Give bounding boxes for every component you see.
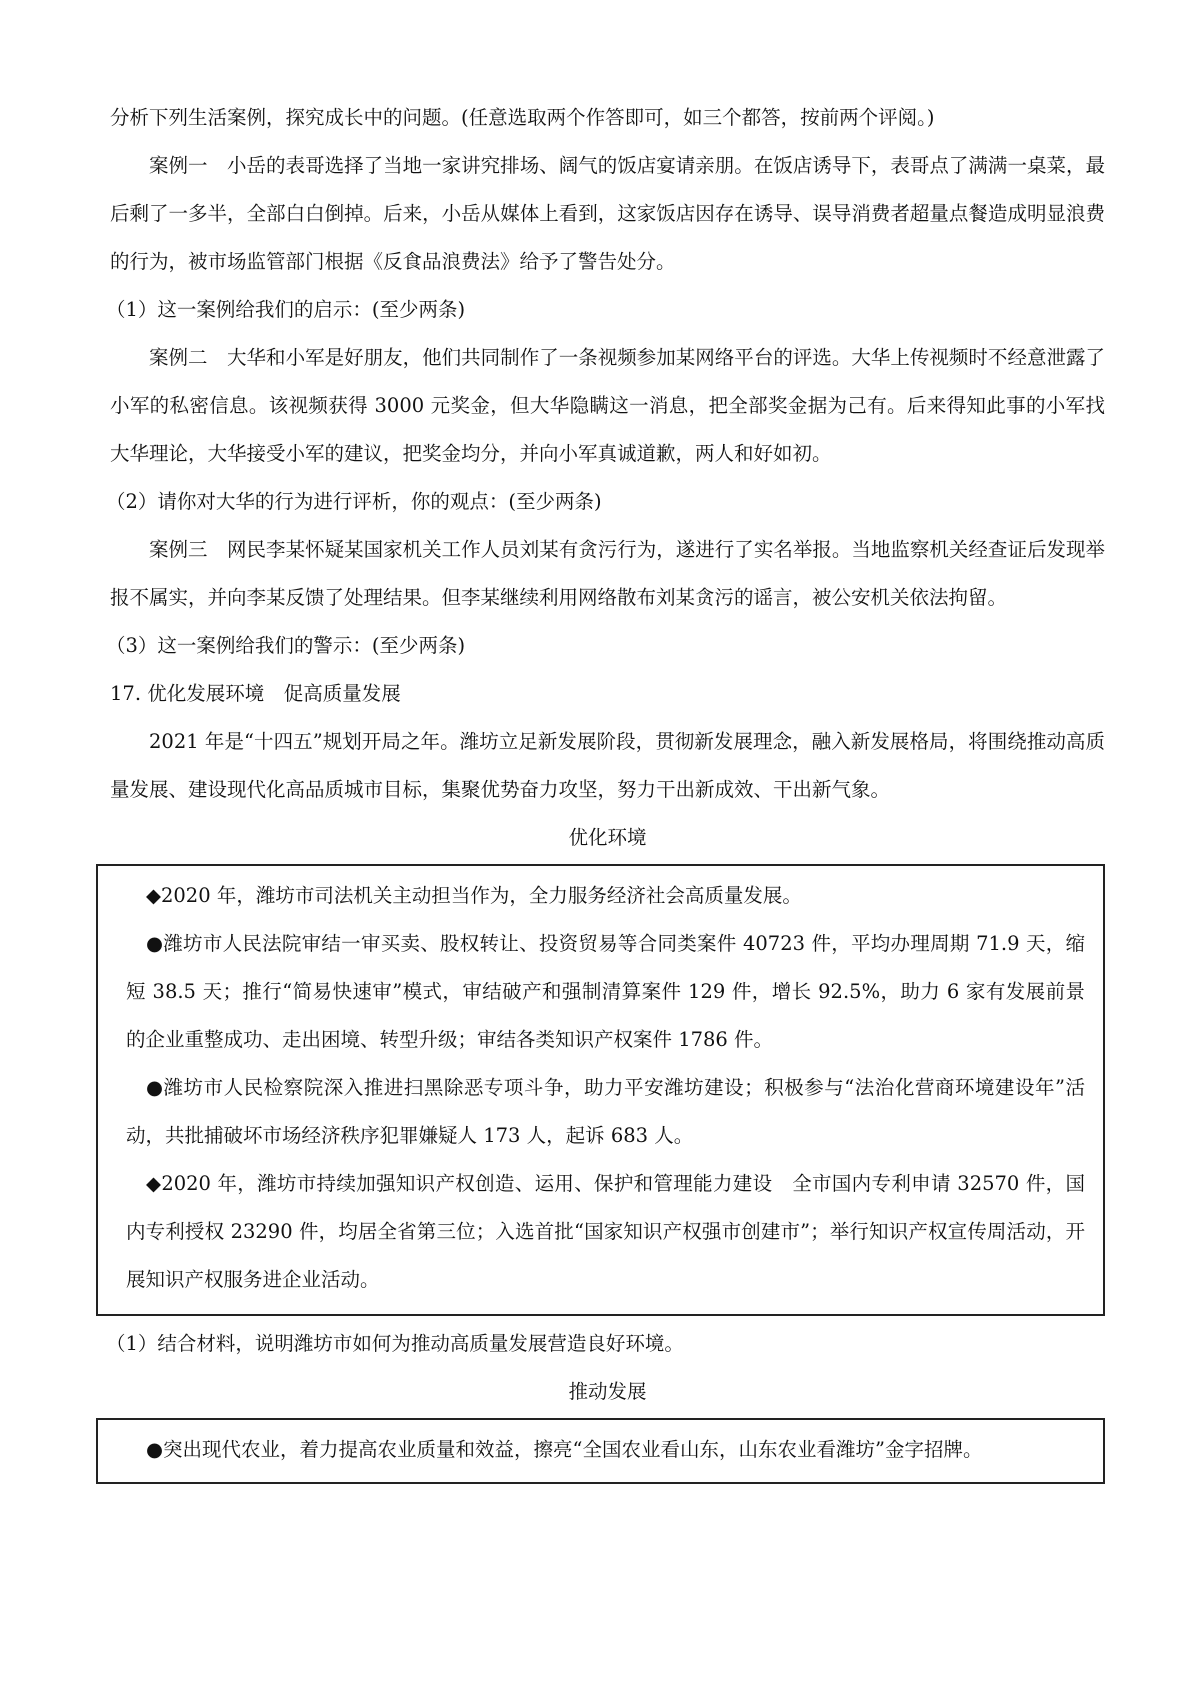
section-title-promote-development: 推动发展 [568,1380,647,1403]
material-item-ip: ◆2020 年，潍坊市持续加强知识产权创造、运用、保护和管理能力建设 全市国内专利申请 32570 件，国内专利授权 23290 件，均居全省第三位；入选首批“国家知识产权强市创建市”；举行知识产权宣传周活动，开展知识产权服务进企业活动。 [126,1172,1085,1291]
material-item-judicial: ◆2020 年，潍坊市司法机关主动担当作为，全力服务经济社会高质量发展。 [146,884,802,907]
case-two: 案例二 大华和小军是好朋友，他们共同制作了一条视频参加某网络平台的评选。大华上传视频时不经意泄露了小军的私密信息。该视频获得 3000 元奖金，但大华隐瞒这一消息，把全部奖金据为己有。后来得知此事的小军找大华理论，大华接受小军的建议，把奖金均分，并向小军真诚道歉，两人和好如初。 [110,346,1105,465]
background-paragraph: 2021 年是“十四五”规划开局之年。潍坊立足新发展阶段，贯彻新发展理念，融入新发展格局，将围绕推动高质量发展、建设现代化高品质城市目标，集聚优势奋力攻坚，努力干出新成效、干出新气象。 [110,730,1105,801]
case-one: 案例一 小岳的表哥选择了当地一家讲究排场、阔气的饭店宴请亲朋。在饭店诱导下，表哥点了满满一桌菜，最后剩了一多半，全部白白倒掉。后来，小岳从媒体上看到，这家饭店因存在诱导、误导消费者超量点餐造成明显浪费的行为，被市场监管部门根据《反食品浪费法》给予了警告处分。 [110,154,1105,273]
material-box-environment [96,864,1105,1316]
case-three: 案例三 网民李某怀疑某国家机关工作人员刘某有贪污行为，遂进行了实名举报。当地监察机关经查证后发现举报不属实，并向李某反馈了处理结果。但李某继续利用网络散布刘某贪污的谣言，被公安机关依法拘留。 [110,538,1105,609]
material-box-development [96,1418,1105,1484]
section-title-optimize-environment: 优化环境 [568,826,647,849]
question-2: （2）请你对大华的行为进行评析，你的观点：(至少两条) [106,490,602,513]
question-17-1: （1）结合材料，说明潍坊市如何为推动高质量发展营造良好环境。 [106,1332,684,1355]
material-item-procuratorate: ●潍坊市人民检察院深入推进扫黑除恶专项斗争，助力平安潍坊建设；积极参与“法治化营商环境建设年”活动，共批捕破坏市场经济秩序犯罪嫌疑人 173 人，起诉 683 人。 [126,1076,1085,1147]
question-17-heading: 17. 优化发展环境 促高质量发展 [110,682,401,705]
material-item-agriculture: ●突出现代农业，着力提高农业质量和效益，擦亮“全国农业看山东，山东农业看潍坊”金字招牌。 [146,1438,983,1461]
instructions: 分析下列生活案例，探究成长中的问题。(任意选取两个作答即可，如三个都答，按前两个评阅。) [110,106,935,129]
material-item-court: ●潍坊市人民法院审结一审买卖、股权转让、投资贸易等合同类案件 40723 件，平均办理周期 71.9 天，缩短 38.5 天；推行“简易快速审”模式，审结破产和强制清算案件 129 件，增长 92.5%，助力 6 家有发展前景的企业重整成功、走出困境、转型升级；审结各类知识产权案件 1786 件。 [126,932,1085,1051]
question-1: （1）这一案例给我们的启示：(至少两条) [106,298,466,321]
question-3: （3）这一案例给我们的警示：(至少两条) [106,634,466,657]
